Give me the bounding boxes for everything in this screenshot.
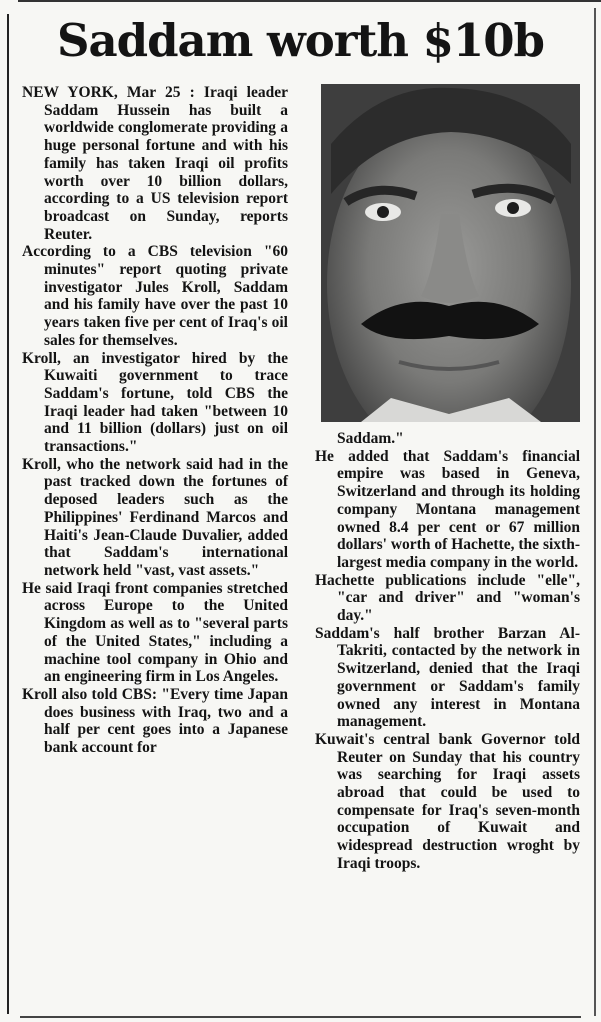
portrait-image — [321, 84, 580, 422]
right-column — [315, 430, 580, 873]
paragraph: NEW YORK, Mar 25 : Iraqi leader Saddam Hussein has built a worldwide conglomerate providing a huge personal fortune and with his family has taken Iraqi oil profits worth over 10 billion dollars, according to a US television report broadcast on Sunday, reports Reuter. — [22, 84, 288, 243]
paragraph: Kroll, who the network said had in the past tracked down the fortunes of deposed leaders such as the Philippines' Ferdinand Marcos and Haiti's Jean-Claude Duvalier, added that Saddam's international network held "vast, vast assets." — [22, 455, 288, 579]
top-rule — [18, 0, 601, 2]
left-border-rule — [7, 14, 9, 1014]
paragraph: Kroll also told CBS: "Every time Japan does business with Iraq, two and a half per cent goes into a Japanese bank account for — [22, 685, 288, 757]
portrait-photo — [321, 84, 580, 422]
left-column — [22, 84, 288, 757]
paragraph: Kuwait's central bank Governor told Reuter on Sunday that his country was searching for Iraqi assets abroad that could be used to compensate for Iraq's seven-month occupation of Kuwait and widespread destruction wroght by Iraqi troops. — [315, 730, 580, 872]
paragraph: Kroll, an investigator hired by the Kuwaiti government to trace Saddam's fortune, told CBS the Iraqi leader had taken "between 10 and 11 billion (dollars) just on oil transactions." — [22, 349, 288, 456]
paragraph: He added that Saddam's financial empire was based in Geneva, Switzerland and through its holding company Montana management owned 8.4 per cent or 67 million dollars' worth of Hachette, the sixth-largest media company in the world. — [315, 447, 580, 571]
paragraph: He said Iraqi front companies stretched across Europe to the United Kingdom as well as to "several parts of the United States," including a machine tool company in Ohio and an engineering firm in Los Angeles. — [22, 579, 288, 686]
headline: Saddam worth $10b — [56, 14, 545, 67]
paragraph: Saddam's half brother Barzan Al-Takriti, contacted by the network in Switzerland, denied that the Iraqi government or Saddam's family owned any interest in Montana management. — [315, 624, 580, 731]
right-border-rule — [594, 8, 596, 1016]
paragraph: Hachette publications include "elle", "car and driver" and "woman's day." — [315, 571, 580, 625]
continued-text: Saddam." — [337, 430, 404, 447]
bottom-rule — [20, 1016, 581, 1018]
paragraph: According to a CBS television "60 minutes" report quoting private investigator Jules Kroll, Saddam and his family have over the past 10 years taken five per cent of Iraq's oil sales for themselves. — [22, 243, 288, 349]
